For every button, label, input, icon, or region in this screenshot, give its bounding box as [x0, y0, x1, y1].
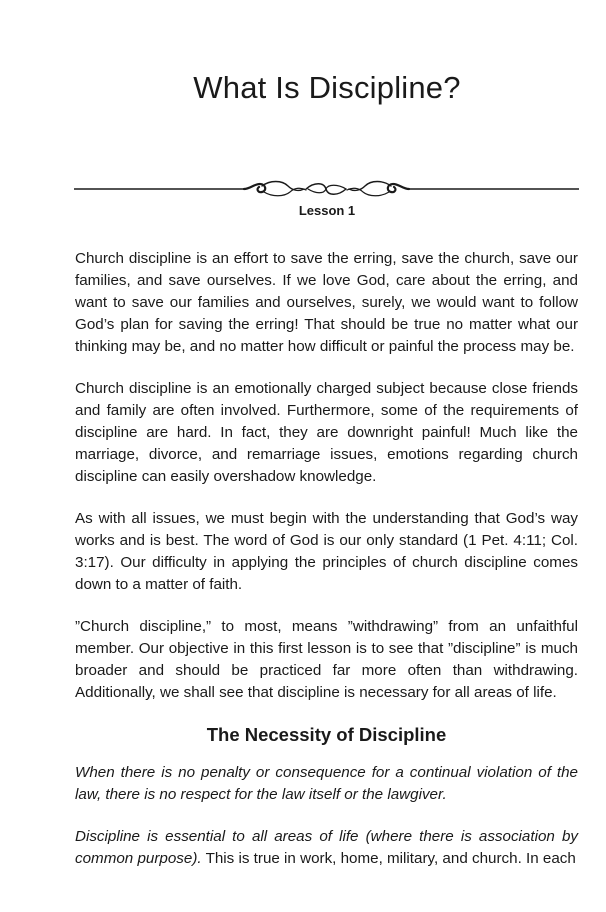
- body-text: [75, 248, 578, 890]
- ornamental-divider-icon: [74, 178, 579, 200]
- italic-paragraph: When there is no penalty or consequence for a continual violation of the law, there is no respect for the law itself or the lawgiver.: [75, 764, 578, 803]
- paragraph-3: As with all issues, we must begin with the understanding that God’s way works and is best. The word of God is our only standard (1 Pet. 4:11; Col. 3:17). Our difficulty in applying the principles of church discipline comes down to a matter of faith.: [75, 510, 578, 593]
- paragraph-4: ”Church discipline,” to most, means ”withdrawing” from an unfaithful member. Our objective in this first lesson is to see that ”discipline” is much broader and should be practiced far more often than withdrawing. Additionally, we shall see that discipline is necessary for all areas of life.: [75, 618, 578, 701]
- italic-lead-sentence: Discipline is essential to all areas of life (where there is association by common purpose).: [75, 828, 578, 867]
- chapter-title: What Is Discipline?: [193, 70, 461, 105]
- lesson-label: Lesson 1: [298, 203, 356, 218]
- paragraph-1: Church discipline is an effort to save the erring, save the church, save our families, and save ourselves. If we love God, care about the erring, and want to save our families and ourselves, surely, we would want to follow God’s plan for saving the erring! That should be true no matter what our thinking may be, and no matter how difficult or painful the process may be.: [75, 250, 578, 355]
- paragraph-continuation: This is true in work, home, military, and church. In each: [201, 850, 576, 867]
- section-heading: The Necessity of Discipline: [206, 724, 447, 745]
- paragraph-last: [75, 826, 578, 870]
- paragraph-2: Church discipline is an emotionally charged subject because close friends and family are often involved. Furthermore, some of the requirements of discipline are hard. In fact, they are downright painful! Much like the marriage, divorce, and remarriage issues, emotions regarding church discipline can easily overshadow knowledge.: [75, 380, 578, 485]
